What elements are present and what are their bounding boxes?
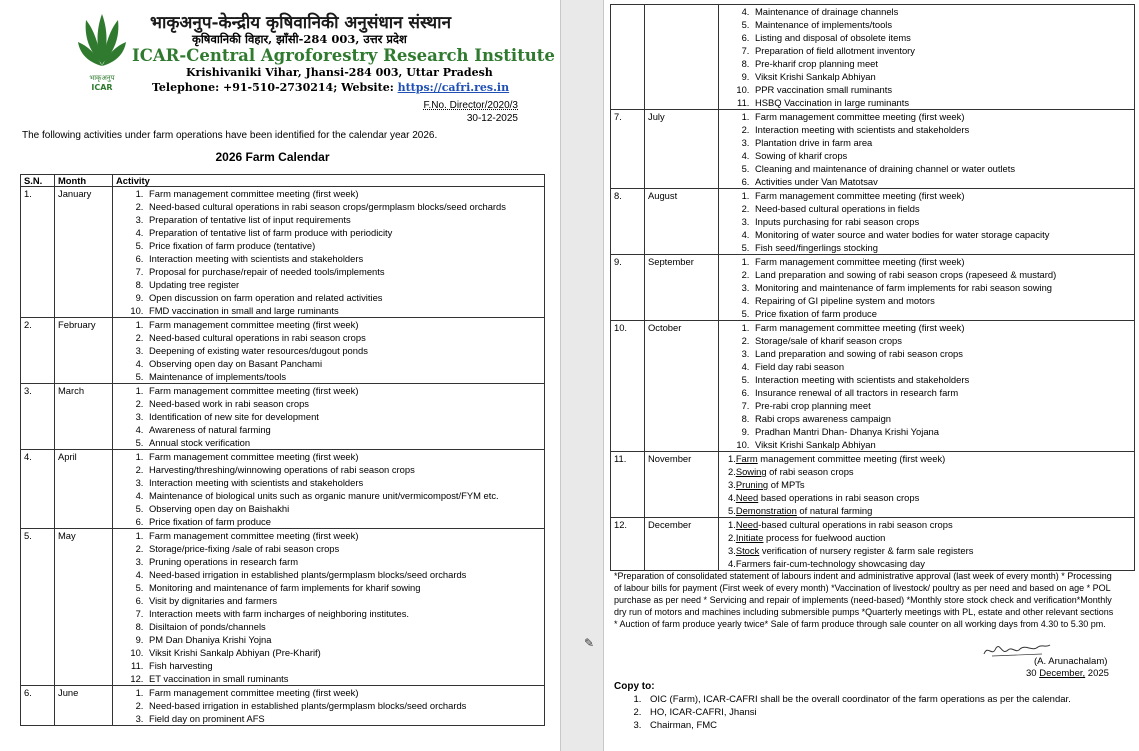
activity-item: 7. Pre-rabi crop planning meet [752, 399, 1131, 412]
activity-item: 5. Price fixation of farm produce (tentative) [146, 239, 541, 252]
activity-item: 2.Initiate process for fuelwood auction [728, 532, 886, 543]
serial-number [611, 5, 645, 110]
activity-list [722, 189, 1131, 254]
left-document-page [0, 0, 560, 751]
activity-item: 2. Storage/sale of kharif season crops [752, 334, 1131, 347]
table-row [611, 189, 1135, 255]
activity-item: 5.Demonstration of natural farming [728, 505, 873, 516]
month-name: April [55, 450, 113, 529]
serial-number: 12. [611, 518, 645, 571]
activity-item: 9. Pradhan Mantri Dhan- Dhanya Krishi Yojana [752, 425, 1131, 438]
activity-item: 9. PM Dan Dhaniya Krishi Yojna [146, 633, 541, 646]
letterhead [60, 6, 555, 98]
pen-cursor-icon: ✎ [584, 636, 595, 650]
general-notes: *Preparation of consolidated statement of labours indent and administrative approval (last week of every month) * Processing of labour bills for payment (First week of every month) *Vaccination of livestock/ poultry as per need and based on age * POL purchase as per need * Servicing and repair of implements (need-based) *Monthly store stock check and verification*Monthly dry run of motors and machines including submersible pumps *Quarterly meetings with PL, estate and other relevant sections * Auction of farm produce yearly twice* Sale of farm produce through sale counter on all working days from 4.30 to 5.30 pm. [614, 571, 1114, 629]
farm-calendar-table-continued [610, 4, 1135, 571]
right-document-page [584, 0, 1139, 751]
institute-name: ICAR-Central Agroforestry Research Institute [132, 46, 555, 65]
table-row [611, 518, 1135, 571]
activity-item: 8. Rabi crops awareness campaign [752, 412, 1131, 425]
month-name: October [645, 321, 719, 452]
activity-list [116, 450, 541, 528]
activity-item: 4.Need based operations in rabi season crops [728, 492, 920, 503]
activity-cell [719, 255, 1135, 321]
signature-date: 30 December, 2025 [1026, 668, 1109, 679]
activity-item: 5. Maintenance of implements/tools [752, 18, 1131, 31]
hindi-address: कृषिवानिकी विहार, झाँसी-284 003, उत्तर प्रदेश [192, 32, 407, 46]
activity-item: 6. Insurance renewal of all tractors in research farm [752, 386, 1131, 399]
farm-calendar-table [20, 174, 545, 726]
serial-number: 4. [21, 450, 55, 529]
activity-item: 6. Interaction meeting with scientists and stakeholders [146, 252, 541, 265]
month-name: February [55, 318, 113, 384]
activity-item: 2. Need-based cultural operations in fields [752, 202, 1131, 215]
activity-item: 4. Maintenance of drainage channels [752, 5, 1131, 18]
activity-item: 1.Need-based cultural operations in rabi season crops [728, 519, 953, 530]
activity-cell [113, 686, 545, 726]
activity-item: 5. Interaction meeting with scientists and stakeholders [752, 373, 1131, 386]
activity-item: 12. ET vaccination in small ruminants [146, 672, 541, 685]
activity-item: 3.Pruning of MPTs [728, 479, 805, 490]
activity-item: 1. Farm management committee meeting (first week) [752, 255, 1131, 268]
issue-date: 30-12-2025 [466, 113, 518, 124]
table-header-row [21, 175, 545, 187]
month-name: December [645, 518, 719, 571]
activity-cell [719, 518, 1135, 571]
serial-number: 9. [611, 255, 645, 321]
activity-item: 7. Interaction meets with farm incharges of neighboring institutes. [146, 607, 541, 620]
activity-item: 2. Need-based irrigation in established plants/germplasm blocks/seed orchards [146, 699, 541, 712]
activity-item: 3. Interaction meeting with scientists and stakeholders [146, 476, 541, 489]
activity-item: 4. Awareness of natural farming [146, 423, 541, 436]
table-row [21, 187, 545, 318]
copy-to-list [614, 693, 1071, 732]
month-name: March [55, 384, 113, 450]
activity-list [116, 384, 541, 449]
activity-list [116, 318, 541, 383]
month-name: January [55, 187, 113, 318]
activity-item: 6. Visit by dignitaries and farmers [146, 594, 541, 607]
activity-item: 7. Preparation of field allotment inventory [752, 44, 1131, 57]
activity-item: 2. Land preparation and sowing of rabi season crops (rapeseed & mustard) [752, 268, 1131, 281]
activity-item: 4. Field day rabi season [752, 360, 1131, 373]
activity-item: 3. Monitoring and maintenance of farm implements for rabi season sowing [752, 281, 1131, 294]
activity-item: 4. Preparation of tentative list of farm produce with periodicity [146, 226, 541, 239]
activity-item: 5. Annual stock verification [146, 436, 541, 449]
activity-cell [719, 321, 1135, 452]
institute-address: Krishivaniki Vihar, Jhansi-284 003, Uttar Pradesh [186, 66, 493, 79]
activity-item: 5. Maintenance of implements/tools [146, 370, 541, 383]
copy-to-label: Copy to: [614, 681, 655, 692]
serial-number: 6. [21, 686, 55, 726]
activity-item: 10. Viksit Krishi Sankalp Abhiyan [752, 438, 1131, 451]
activity-item: 6. Activities under Van Matotsav [752, 175, 1131, 188]
activity-item: 5. Observing open day on Baishakhi [146, 502, 541, 515]
activity-item: 1. Farm management committee meeting (first week) [146, 384, 541, 397]
activity-item: 10. FMD vaccination in small and large ruminants [146, 304, 541, 317]
serial-number: 10. [611, 321, 645, 452]
activity-item: 5. Monitoring and maintenance of farm implements for kharif sowing [146, 581, 541, 594]
copy-recipient: 2. HO, ICAR-CAFRI, Jhansi [644, 706, 1071, 719]
activity-item: 4. Monitoring of water source and water bodies for water storage capacity [752, 228, 1131, 241]
serial-number: 8. [611, 189, 645, 255]
activity-cell [719, 189, 1135, 255]
website-link[interactable]: https://cafri.res.in [397, 81, 510, 94]
activity-item: 1. Farm management committee meeting (first week) [752, 321, 1131, 334]
activity-item: 3. Plantation drive in farm area [752, 136, 1131, 149]
activity-item: 2. Need-based work in rabi season crops [146, 397, 541, 410]
activity-item: 1. Farm management committee meeting (first week) [752, 189, 1131, 202]
activity-item: 4. Sowing of kharif crops [752, 149, 1131, 162]
activity-cell [113, 450, 545, 529]
activity-item: 8. Pre-kharif crop planning meet [752, 57, 1131, 70]
activity-cell [113, 529, 545, 686]
month-name: September [645, 255, 719, 321]
activity-cell [113, 384, 545, 450]
activity-item: 2. Harvesting/threshing/winnowing operations of rabi season crops [146, 463, 541, 476]
activity-list [722, 321, 1131, 451]
column-header: Month [55, 175, 113, 187]
month-name: November [645, 452, 719, 518]
month-name [645, 5, 719, 110]
activity-item: 4. Observing open day on Basant Panchami [146, 357, 541, 370]
activity-list [722, 110, 1131, 188]
activity-item: 2. Need-based cultural operations in rabi season crops/germplasm blocks/seed orchards [146, 200, 541, 213]
column-header: Activity [113, 175, 545, 187]
activity-cell [113, 187, 545, 318]
table-row [21, 318, 545, 384]
icar-logo-icon [76, 12, 128, 92]
activity-list [116, 686, 541, 725]
activity-list [116, 187, 541, 317]
activity-item: 1. Farm management committee meeting (first week) [146, 529, 541, 542]
table-row [21, 529, 545, 686]
activity-list [722, 255, 1131, 320]
month-name: July [645, 110, 719, 189]
activity-item: 4. Repairing of GI pipeline system and motors [752, 294, 1131, 307]
table-row [611, 255, 1135, 321]
signatory-name: (A. Arunachalam) [1034, 656, 1108, 667]
activity-item: 1. Farm management committee meeting (first week) [752, 110, 1131, 123]
svg-text:भाकृअनुप: भाकृअनुप [89, 74, 115, 82]
activity-item: 10. PPR vaccination small ruminants [752, 83, 1131, 96]
activity-item: 9. Viksit Krishi Sankalp Abhiyan [752, 70, 1131, 83]
activity-item: 3. Preparation of tentative list of input requirements [146, 213, 541, 226]
serial-number: 2. [21, 318, 55, 384]
activity-item: 5. Cleaning and maintenance of draining channel or water outlets [752, 162, 1131, 175]
hindi-institute-name: भाकृअनुप-केन्द्रीय कृषिवानिकी अनुसंधान संस्थान [150, 13, 452, 33]
intro-text: The following activities under farm operations have been identified for the calendar year 2026. [22, 130, 438, 141]
calendar-title: 2026 Farm Calendar [215, 150, 330, 164]
activity-item: 11. Fish harvesting [146, 659, 541, 672]
activity-cell [719, 110, 1135, 189]
activity-item: 4.Farmers fair-cum-technology showcasing day [728, 558, 925, 569]
activity-item: 3. Inputs purchasing for rabi season crops [752, 215, 1131, 228]
activity-item: 1.Farm management committee meeting (first week) [728, 453, 946, 464]
activity-item: 2.Sowing of rabi season crops [728, 466, 854, 477]
signature-block [982, 624, 1132, 684]
activity-item: 5. Price fixation of farm produce [752, 307, 1131, 320]
serial-number: 11. [611, 452, 645, 518]
activity-list [722, 5, 1131, 109]
activity-item: 6. Price fixation of farm produce [146, 515, 541, 528]
activity-item: 5. Fish seed/fingerlings stocking [752, 241, 1131, 254]
activity-cell [719, 452, 1135, 518]
table-row [21, 384, 545, 450]
month-name: August [645, 189, 719, 255]
activity-cell [719, 5, 1135, 110]
serial-number: 3. [21, 384, 55, 450]
activity-item: 3. Pruning operations in research farm [146, 555, 541, 568]
month-name: May [55, 529, 113, 686]
activity-item: 1. Farm management committee meeting (first week) [146, 450, 541, 463]
file-reference [424, 99, 519, 125]
activity-item: 8. Disiltaion of ponds/channels [146, 620, 541, 633]
activity-item: 2. Storage/price-fixing /sale of rabi season crops [146, 542, 541, 555]
copy-recipient: 3. Chairman, FMC [644, 719, 1071, 732]
activity-item: 3.Stock verification of nursery register & farm sale registers [728, 545, 974, 556]
activity-cell [113, 318, 545, 384]
activity-item: 3. Deepening of existing water resources/dugout ponds [146, 344, 541, 357]
copy-recipient: 1. OIC (Farm), ICAR-CAFRI shall be the overall coordinator of the farm operations as per the calendar. [644, 693, 1071, 706]
activity-item: 1. Farm management committee meeting (first week) [146, 318, 541, 331]
page-gutter [560, 0, 604, 751]
table-row [611, 110, 1135, 189]
activity-item: 1. Farm management committee meeting (first week) [146, 187, 541, 200]
svg-text:ICAR: ICAR [91, 83, 113, 92]
serial-number: 5. [21, 529, 55, 686]
activity-item: 3. Field day on prominent AFS [146, 712, 541, 725]
table-row [21, 686, 545, 726]
activity-item: 1. Farm management committee meeting (first week) [146, 686, 541, 699]
month-name: June [55, 686, 113, 726]
activity-item: 3. Identification of new site for development [146, 410, 541, 423]
activity-item: 7. Proposal for purchase/repair of needed tools/implements [146, 265, 541, 278]
table-row [611, 321, 1135, 452]
activity-item: 3. Land preparation and sowing of rabi season crops [752, 347, 1131, 360]
table-row [611, 452, 1135, 518]
serial-number: 7. [611, 110, 645, 189]
file-number: F.No. Director/2020/3 [423, 100, 518, 111]
activity-item: 4. Maintenance of biological units such as organic manure unit/vermicompost/FYM etc. [146, 489, 541, 502]
activity-item: 2. Interaction meeting with scientists and stakeholders [752, 123, 1131, 136]
activity-item: 6. Listing and disposal of obsolete items [752, 31, 1131, 44]
activity-item: 11. HSBQ Vaccination in large ruminants [752, 96, 1131, 109]
table-row [611, 5, 1135, 110]
activity-list [116, 529, 541, 685]
activity-item: 2. Need-based cultural operations in rabi season crops [146, 331, 541, 344]
activity-item: 9. Open discussion on farm operation and related activities [146, 291, 541, 304]
activity-item: 8. Updating tree register [146, 278, 541, 291]
activity-item: 4. Need-based irrigation in established plants/germplasm blocks/seed orchards [146, 568, 541, 581]
column-header: S.N. [21, 175, 55, 187]
serial-number: 1. [21, 187, 55, 318]
contact-line: Telephone: +91-510-2730214; Website: https://cafri.res.in [152, 81, 510, 94]
activity-item: 10. Viksit Krishi Sankalp Abhiyan (Pre-Kharif) [146, 646, 541, 659]
table-row [21, 450, 545, 529]
